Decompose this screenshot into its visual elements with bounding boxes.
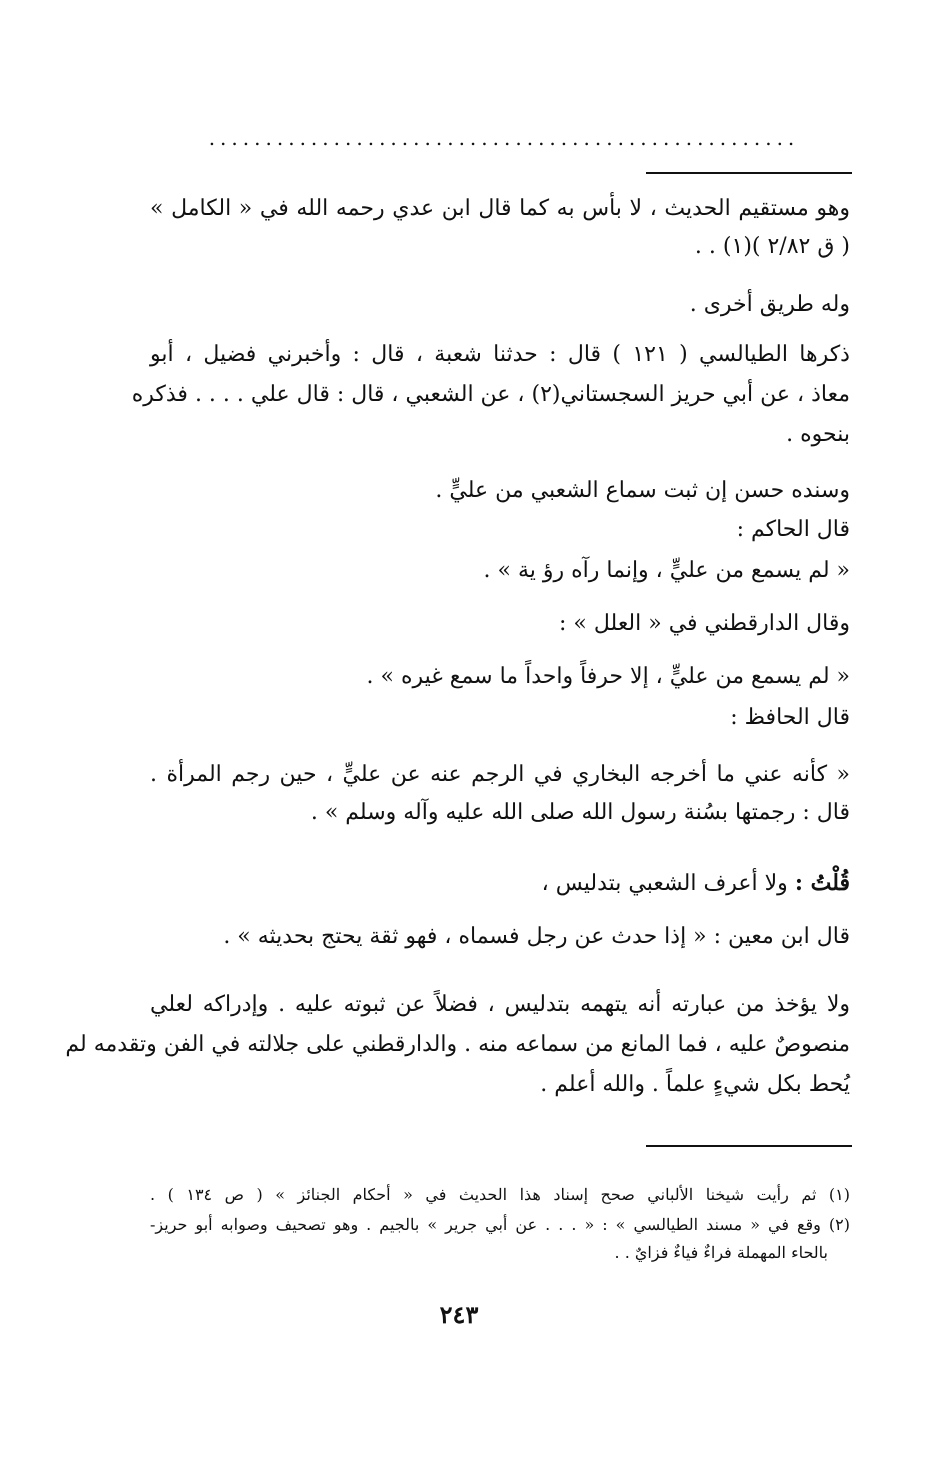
footnote: (٢) وقع في « مسند الطيالسي » : « . . . عن أبي جرير » بالجيم . وهو تصحيف وصوابه أبو حريز- xyxy=(150,1215,850,1234)
qultu-label: قُلْتُ : xyxy=(794,870,850,896)
text-line: قال الحافظ : xyxy=(730,705,850,730)
text-span: ولا أعرف الشعبي بتدليس ، xyxy=(541,871,788,896)
footnote: بالحاء المهملة فراءٌ فياءٌ فزايٌ . . xyxy=(614,1243,828,1262)
text-line: وهو مستقيم الحديث ، لا بأس به كما قال ابن عدي رحمه الله في « الكامل » xyxy=(150,196,850,221)
text-line: وله طريق أخرى . xyxy=(689,292,850,317)
text-line: ذكرها الطيالسي ( ١٢١ ) قال : حدثنا شعبة ، قال : وأخبرني فضيل ، أبو xyxy=(150,342,850,367)
header-rule xyxy=(646,172,852,174)
text-line: قال ابن معين : « إذا حدث عن رجل فسماه ، فهو ثقة يحتج بحديثه » . xyxy=(223,924,850,949)
footnote-rule xyxy=(646,1145,852,1147)
page-number: ٢٤٣ xyxy=(439,1300,479,1329)
text-line: يُحط بكل شيءٍ علماً . والله أعلم . xyxy=(540,1072,850,1097)
text-line: قال الحاكم : xyxy=(736,517,850,542)
footnote: (١) ثم رأيت شيخنا الألباني صحح إسناد هذا الحديث في « أحكام الجنائز » ( ص ١٣٤ ) . xyxy=(150,1185,851,1204)
quote-line: قال : رجمتها بسُنة رسول الله صلى الله عليه وآله وسلم » . xyxy=(310,800,850,825)
quote-line: « لم يسمع من عليٍّ ، وإنما رآه رؤ ية » . xyxy=(483,558,850,583)
text-line: ولا يؤخذ من عبارته أنه يتهمه بتدليس ، فضلاً عن ثبوته عليه . وإدراكه لعلي xyxy=(150,992,850,1017)
text-line: ( ق ٢/٨٢ )(١) . . xyxy=(694,234,850,259)
quote-line: « كأنه عني ما أخرجه البخاري في الرجم عنه عن عليٍّ ، حين رجم المرأة . xyxy=(150,762,850,787)
header-dotted-line: .................................................... xyxy=(208,128,800,148)
text-line: وسنده حسن إن ثبت سماع الشعبي من عليٍّ . xyxy=(435,478,850,503)
text-line: معاذ ، عن أبي حريز السجستاني(٢) ، عن الشعبي ، قال : قال علي . . . . فذكره xyxy=(131,382,850,407)
text-line: بنحوه . xyxy=(786,422,850,447)
quote-line: « لم يسمع من عليٍّ ، إلا حرفاً واحداً ما سمع غيره » . xyxy=(366,664,850,689)
text-line: وقال الدارقطني في « العلل » : xyxy=(559,611,850,636)
text-line: منصوصٌ عليه ، فما المانع من سماعه منه . والدارقطني على جلالته في الفن وتقدمه لم xyxy=(65,1032,850,1057)
text-line xyxy=(542,868,850,899)
